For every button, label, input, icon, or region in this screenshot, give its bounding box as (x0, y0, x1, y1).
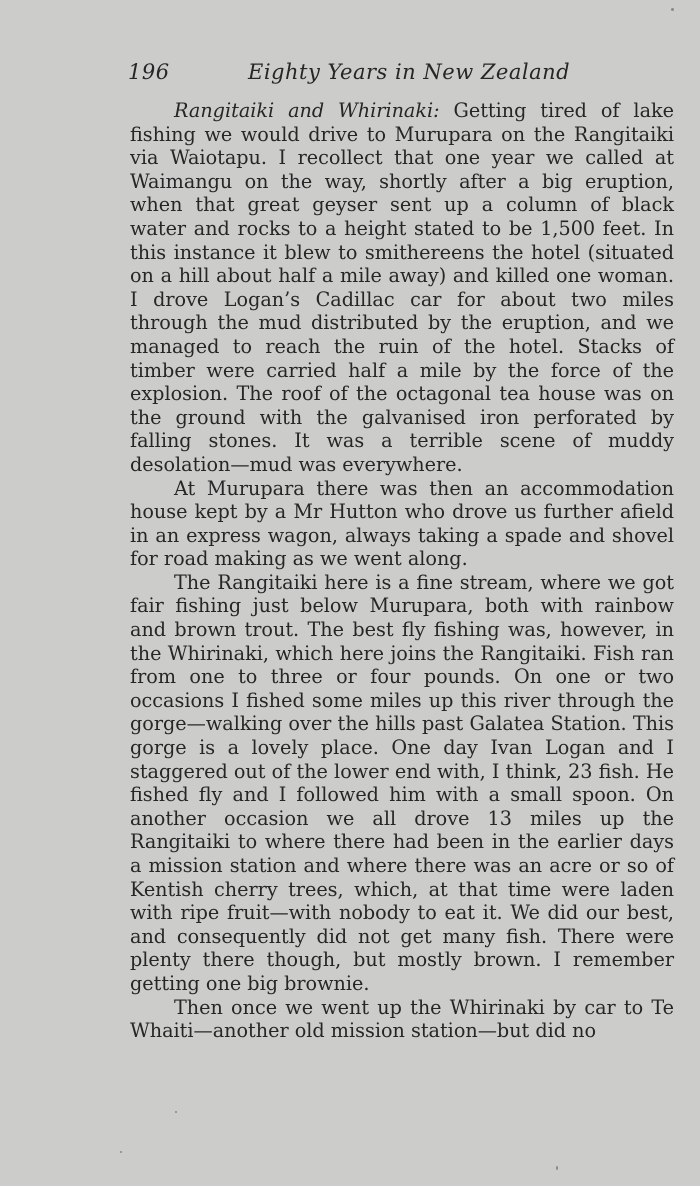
paper-speck (671, 8, 674, 11)
running-head (128, 60, 672, 88)
paragraph-whirinaki (130, 996, 674, 1043)
paragraph-rangitaiki-stream (130, 571, 674, 996)
paragraph-text: Getting tired of lake fishing we would drive to Murupara on the Rangitaiki via Waiotapu. I recollect that one year we called at Waimangu on the way, shortly after a big eruption, when that great geyser sent up a column of black water and rocks to a height stated to be 1,500 feet. In this instance it blew to smithereens the hotel (situated on a hill about half a mile away) and killed one woman. I drove Logan’s Cadillac car for about two miles through the mud distributed by the eruption, and we managed to reach the ruin of the hotel. Stacks of timber were carried half a mile by the force of the explosion. The roof of the octagonal tea house was on the ground with the galvanised iron perforated by falling stones. It was a terrible scene of muddy desolation—mud was everywhere. (130, 99, 674, 476)
paper-speck (120, 1151, 122, 1153)
paragraph-murupara (130, 477, 674, 571)
paragraph-text: At Murupara there was then an accommodation house kept by a Mr Hutton who drove us further afield in an express wagon, always taking a spade and shovel for road making as we went along. (130, 476, 674, 571)
paragraph-rangitaiki (130, 99, 674, 477)
paper-speck (175, 1111, 177, 1113)
paper-speck (556, 1166, 558, 1170)
page-number: 196 (128, 60, 170, 84)
paragraph-text: Then once we went up the Whirinaki by car to Te Whaiti—another old mission station—but did no (130, 995, 674, 1043)
running-title: Eighty Years in New Zealand (248, 60, 571, 84)
paragraph-text: The Rangitaiki here is a fine stream, where we got fair fishing just below Murupara, both with rainbow and brown trout. The best fly fishing was, however, in the Whirinaki, which here joins the Rangitaiki. Fish ran from one to three or four pounds. On one or two occasions I fished some miles up this river through the gorge—walking over the hills past Galatea Station. This gorge is a lovely place. One day Ivan Logan and I staggered out of the lower end with, I think, 23 fish. He fished fly and I followed him with a small spoon. On another occasion we all drove 13 miles up the Rangitaiki to where there had been in the earlier days a mission station and where there was an acre or so of Kentish cherry trees, which, at that time were laden with ripe fruit—with nobody to eat it. We did our best, and consequently did not get many fish. There were plenty there though, but mostly brown. I remember getting one big brownie. (130, 570, 674, 995)
section-heading: Rangitaiki and Whirinaki: (174, 99, 440, 122)
body-text (130, 99, 674, 1043)
